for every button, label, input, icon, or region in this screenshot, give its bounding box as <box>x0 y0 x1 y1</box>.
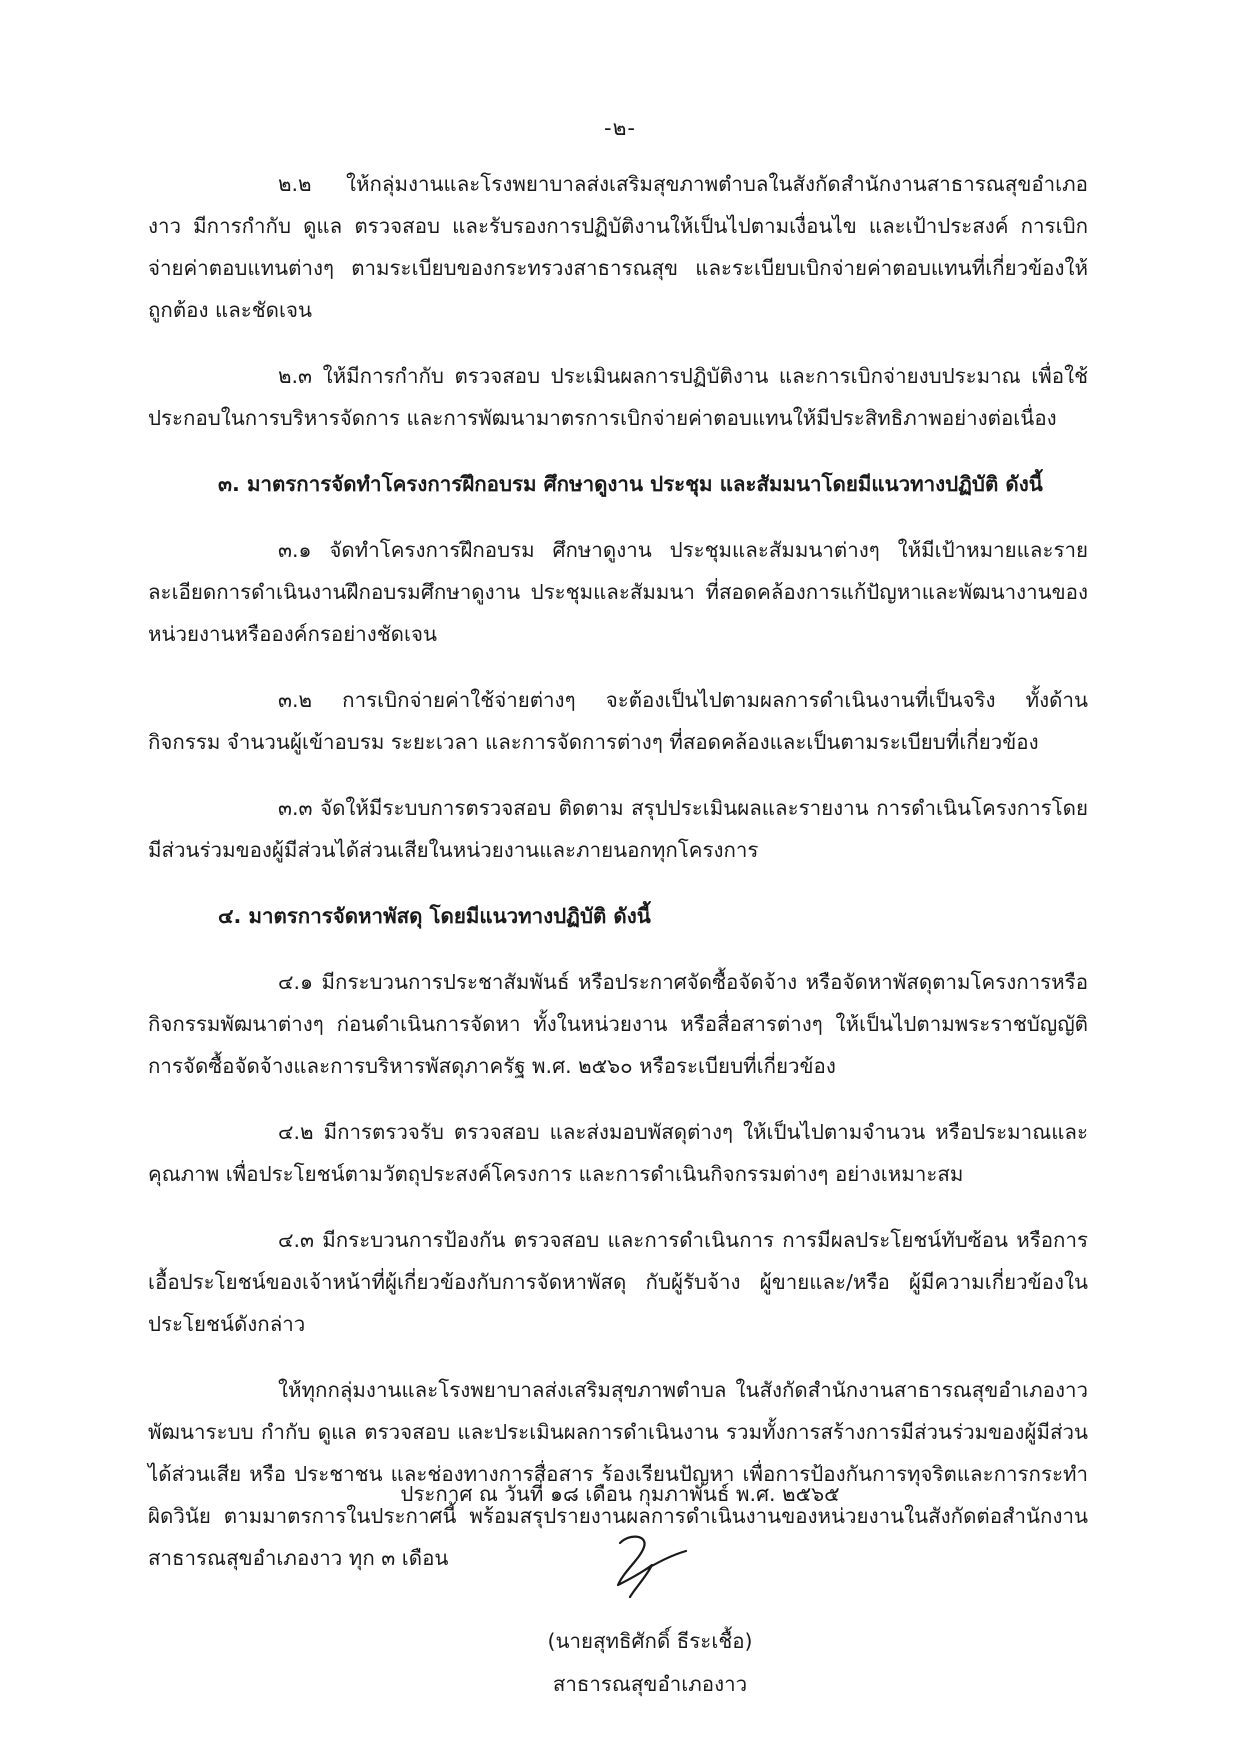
paragraph-4-3: ๔.๓ มีกระบวนการป้องกัน ตรวจสอบ และการดำเนินการ การมีผลประโยชน์ทับซ้อน หรือการเอื้อประโยชน์ของเจ้าหน้าที่ผู้เกี่ยวข้องกับการจัดหาพัสดุ กับผู้รับจ้าง ผู้ขายและ/หรือ ผู้มีความเกี่ยวข้องในประโยชน์ดังกล่าว <box>148 1228 1088 1336</box>
paragraph-3-1: ๓.๑ จัดทำโครงการฝึกอบรม ศึกษาดูงาน ประชุมและสัมมนาต่างๆ ให้มีเป้าหมายและรายละเอียดการดำเนินงานฝึกอบรมศึกษาดูงาน ประชุมและสัมมนา ที่สอดคล้องการแก้ปัญหาและพัฒนางานของหน่วยงานหรือองค์กรอย่างชัดเจน <box>148 538 1088 646</box>
paragraph-4-2: ๔.๒ มีการตรวจรับ ตรวจสอบ และส่งมอบพัสดุต่างๆ ให้เป็นไปตามจำนวน หรือประมาณและคุณภาพ เพื่อประโยชน์ตามวัตถุประสงค์โครงการ และการดำเนินกิจกรรมต่างๆ อย่างเหมาะสม <box>148 1120 1088 1186</box>
signer-name: (นายสุทธิศักดิ์ ธีระเชื้อ) <box>547 1629 753 1653</box>
heading-section-4: ๔. มาตรการจัดหาพัสดุ โดยมีแนวทางปฏิบัติ ดังนี้ <box>218 904 651 928</box>
paragraph-2-3: ๒.๓ ให้มีการกำกับ ตรวจสอบ ประเมินผลการปฏิบัติงาน และการเบิกจ่ายงบประมาณ เพื่อใช้ประกอบในการบริหารจัดการ และการพัฒนามาตรการเบิกจ่ายค่าตอบแทนให้มีประสิทธิภาพอย่างต่อเนื่อง <box>148 364 1088 430</box>
paragraph-4-1: ๔.๑ มีกระบวนการประชาสัมพันธ์ หรือประกาศจัดซื้อจัดจ้าง หรือจัดหาพัสดุตามโครงการหรือกิจกรรมพัฒนาต่างๆ ก่อนดำเนินการจัดหา ทั้งในหน่วยงาน หรือสื่อสารต่างๆ ให้เป็นไปตามพระราชบัญญัติการจัดซื้อจัดจ้างและการบริหารพัสดุภาครัฐ พ.ศ. ๒๕๖๐ หรือระเบียบที่เกี่ยวข้อง <box>148 970 1088 1078</box>
paragraph-2-2: ๒.๒ ให้กลุ่มงานและโรงพยาบาลส่งเสริมสุขภาพตำบลในสังกัดสำนักงานสาธารณสุขอำเภองาว มีการกำกับ ดูแล ตรวจสอบ และรับรองการปฏิบัติงานให้เป็นไปตามเงื่อนไข และเป้าประสงค์ การเบิกจ่ายค่าตอบแทนต่างๆ ตามระเบียบของกระทรวงสาธารณสุข และระเบียบเบิกจ่ายค่าตอบแทนที่เกี่ยวข้องให้ถูกต้อง และชัดเจน <box>148 172 1088 322</box>
closing-paragraph: ให้ทุกกลุ่มงานและโรงพยาบาลส่งเสริมสุขภาพตำบล ในสังกัดสำนักงานสาธารณสุขอำเภองาว พัฒนาระบบ กำกับ ดูแล ตรวจสอบ และประเมินผลการดำเนินงาน รวมทั้งการสร้างการมีส่วนร่วมของผู้มีส่วนได้ส่วนเสีย หรือ ประชาชน และช่องทางการสื่อสาร ร้องเรียนปัญหา เพื่อการป้องกันการทุจริตและการกระทำผิดวินัย ตามมาตรการในประกาศนี้ พร้อมสรุปรายงานผลการดำเนินงานของหน่วยงานในสังกัดต่อสำนักงานสาธารณสุขอำเภองาว ทุก ๓ เดือน <box>148 1378 1088 1570</box>
announcement-date: ประกาศ ณ วันที่ ๑๘ เดือน กุมภาพันธ์ พ.ศ. ๒๕๖๕ <box>400 1482 840 1506</box>
paragraph-3-2: ๓.๒ การเบิกจ่ายค่าใช้จ่ายต่างๆ จะต้องเป็นไปตามผลการดำเนินงานที่เป็นจริง ทั้งด้านกิจกรรม จำนวนผู้เข้าอบรม ระยะเวลา และการจัดการต่างๆ ที่สอดคล้องและเป็นตามระเบียบที่เกี่ยวข้อง <box>148 688 1088 754</box>
page-number: -๒- <box>604 116 636 140</box>
document-body <box>148 163 1088 1603</box>
handwritten-signature <box>600 1525 690 1605</box>
signer-title: สาธารณสุขอำเภองาว <box>552 1672 748 1696</box>
heading-section-3: ๓. มาตรการจัดทำโครงการฝึกอบรม ศึกษาดูงาน ประชุม และสัมมนาโดยมีแนวทางปฏิบัติ ดังนี้ <box>218 472 1043 496</box>
paragraph-3-3: ๓.๓ จัดให้มีระบบการตรวจสอบ ติดตาม สรุปประเมินผลและรายงาน การดำเนินโครงการโดยมีส่วนร่วมของผู้มีส่วนได้ส่วนเสียในหน่วยงานและภายนอกทุกโครงการ <box>148 796 1088 862</box>
